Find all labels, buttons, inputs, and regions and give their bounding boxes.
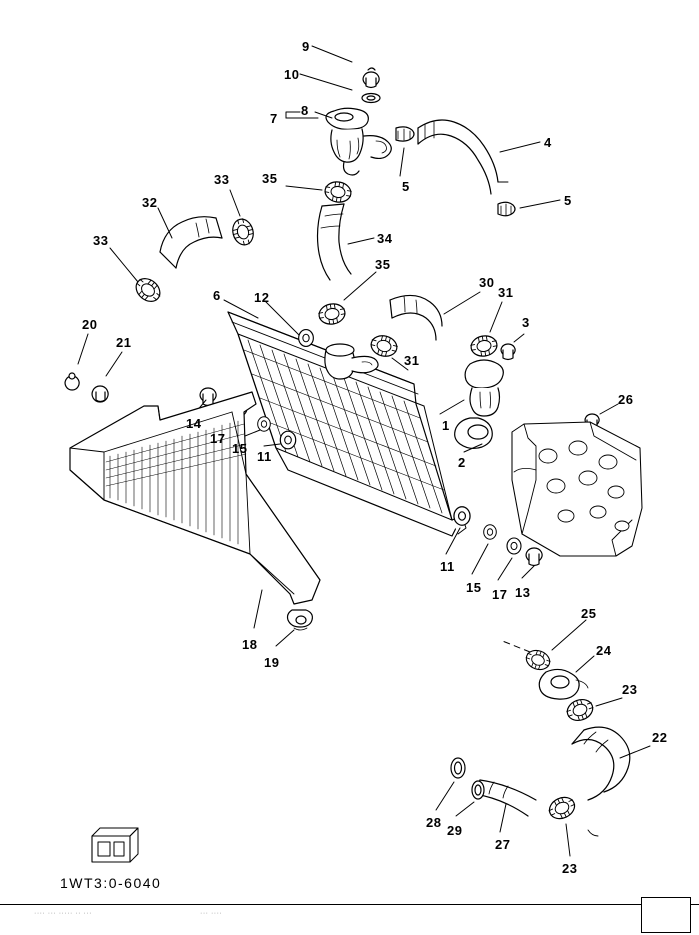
- callout-32: 32: [142, 195, 158, 210]
- callout-11-lower: 11: [440, 559, 455, 574]
- callout-7: 7: [270, 111, 278, 126]
- part-20-nut: [65, 373, 79, 390]
- callout-24: 24: [596, 643, 612, 658]
- callout-8: 8: [301, 103, 309, 118]
- part-24-pipe: [539, 669, 588, 699]
- part-17-washer-lower: [507, 538, 521, 554]
- callout-22: 22: [652, 730, 668, 745]
- callout-5-upper: 5: [402, 179, 410, 194]
- callout-33-right: 33: [214, 172, 230, 187]
- callout-23-upper: 23: [622, 682, 638, 697]
- callout-35-lower: 35: [375, 257, 391, 272]
- part-code-label: 1WT3:0-6040: [60, 875, 162, 891]
- part-11-grommet-left: [280, 431, 295, 449]
- callout-23-lower: 23: [562, 861, 578, 876]
- callout-26: 26: [618, 392, 634, 407]
- callout-10: 10: [284, 67, 300, 82]
- footer-box: [641, 897, 691, 933]
- brand-logo-mark: [92, 828, 138, 862]
- part-33-clamp-right: [230, 217, 256, 247]
- callout-11-left: 11: [257, 449, 272, 464]
- part-13-bolt: [526, 548, 542, 566]
- callout-34: 34: [377, 231, 393, 246]
- callout-21: 21: [116, 335, 132, 350]
- part-31-clamp-left: [369, 333, 399, 359]
- footer-note-left: ···· ··· ····· ·· ···: [34, 910, 92, 917]
- callout-27: 27: [495, 837, 511, 852]
- callout-6: 6: [213, 288, 221, 303]
- part-22-hose: [572, 727, 630, 836]
- part-3-bolt: [501, 344, 515, 360]
- callout-31-right: 31: [498, 285, 514, 300]
- part-19-grommet: [288, 610, 313, 630]
- callout-20: 20: [82, 317, 98, 332]
- part-9-bolt: [363, 68, 379, 88]
- callout-14: 14: [186, 416, 202, 431]
- callout-18: 18: [242, 637, 258, 652]
- part-30-hose: [390, 295, 442, 340]
- callout-2: 2: [458, 455, 466, 470]
- part-11-grommet-lower: [454, 507, 470, 525]
- part-35-clamp-upper: [323, 180, 352, 204]
- part-14-bolt: [200, 388, 216, 406]
- part-31-clamp-right: [469, 334, 498, 358]
- callout-9: 9: [302, 39, 310, 54]
- part-5-clip-upper: [396, 127, 414, 141]
- callout-33-left: 33: [93, 233, 109, 248]
- part-23-clamp-upper: [564, 696, 595, 724]
- part-1-2-pipe-joint: [455, 360, 504, 448]
- callout-13: 13: [515, 585, 531, 600]
- part-21-bolt: [92, 386, 108, 402]
- callout-4: 4: [544, 135, 552, 150]
- part-33-clamp-left: [132, 274, 165, 306]
- part-29-oring: [472, 781, 484, 799]
- callout-12: 12: [254, 290, 270, 305]
- part-35-clamp-lower: [317, 302, 346, 326]
- part-10-washer: [362, 94, 380, 103]
- part-15-washer-left: [258, 417, 271, 431]
- part-28-oring: [451, 758, 465, 778]
- part-4-hose: [418, 120, 508, 194]
- callout-3: 3: [522, 315, 530, 330]
- callout-29: 29: [447, 823, 463, 838]
- engine-cylinder-block: [512, 422, 642, 556]
- callout-17-lower: 17: [492, 587, 508, 602]
- footer-note-right: ··· ····: [200, 910, 223, 917]
- callout-35-upper: 35: [262, 171, 278, 186]
- part-7-8-filler-cap: [326, 108, 391, 175]
- part-34-hose: [318, 204, 352, 280]
- part-15-washer-lower: [484, 525, 497, 539]
- part-23-clamp-lower: [546, 793, 578, 822]
- callout-28: 28: [426, 815, 442, 830]
- footer-divider: [0, 904, 699, 905]
- callout-25: 25: [581, 606, 597, 621]
- part-5-clip-right: [498, 202, 515, 216]
- part-12-grommet: [299, 330, 314, 347]
- callout-30: 30: [479, 275, 495, 290]
- callout-17-left: 17: [210, 431, 226, 446]
- callout-31-left: 31: [404, 353, 420, 368]
- callout-15-lower: 15: [466, 580, 482, 595]
- callout-19: 19: [264, 655, 280, 670]
- callout-15-left: 15: [232, 441, 248, 456]
- callout-1: 1: [442, 418, 450, 433]
- part-32-hose: [160, 217, 222, 268]
- callout-5-right: 5: [564, 193, 572, 208]
